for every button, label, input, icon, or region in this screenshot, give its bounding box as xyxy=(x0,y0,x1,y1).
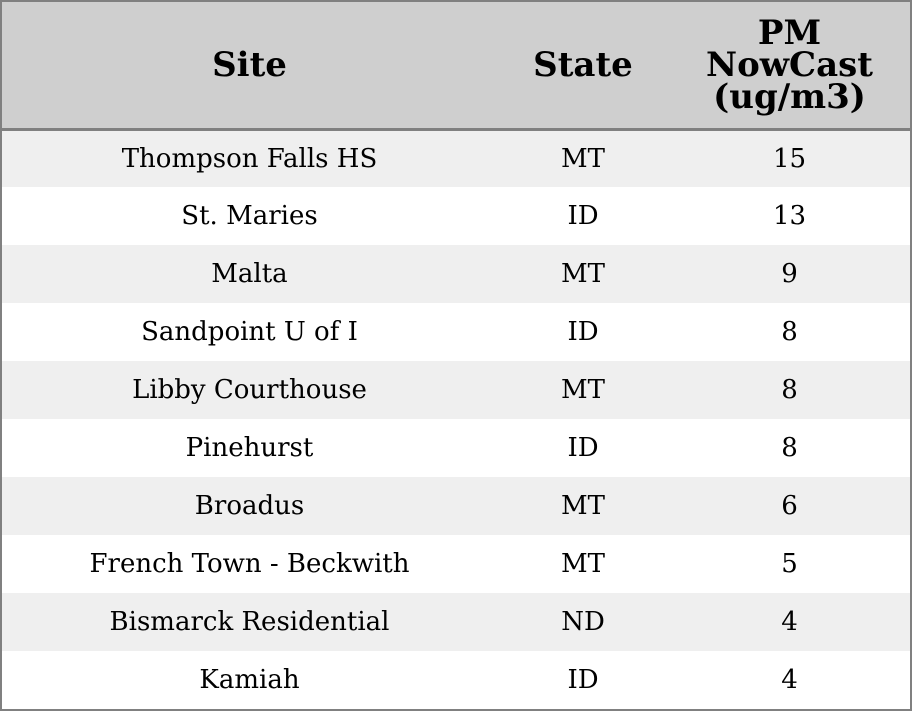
cell-state: MT xyxy=(561,491,605,521)
table-row xyxy=(2,535,910,593)
table-row xyxy=(2,303,910,361)
column-header-state-text: State xyxy=(533,44,633,85)
table-row xyxy=(2,187,910,245)
table-row xyxy=(2,361,910,419)
cell-pm: 8 xyxy=(781,375,798,405)
cell-site: Malta xyxy=(211,259,288,289)
table-row xyxy=(2,593,910,651)
table-row xyxy=(2,651,910,709)
cell-site: Kamiah xyxy=(199,665,300,695)
table-header xyxy=(2,2,910,129)
cell-state: MT xyxy=(561,549,605,579)
cell-site: Pinehurst xyxy=(185,433,314,463)
cell-site: St. Maries xyxy=(181,201,318,231)
table-row xyxy=(2,129,910,187)
cell-pm: 4 xyxy=(781,665,798,695)
cell-state: ID xyxy=(567,317,599,347)
column-header-site-text: Site xyxy=(212,44,287,85)
header-row xyxy=(2,2,910,129)
table-row xyxy=(2,419,910,477)
cell-pm: 6 xyxy=(781,491,798,521)
cell-pm: 4 xyxy=(781,607,798,637)
cell-state: MT xyxy=(561,375,605,405)
table-body xyxy=(2,129,910,709)
cell-pm: 9 xyxy=(781,259,798,289)
cell-pm: 8 xyxy=(781,317,798,347)
cell-pm: 8 xyxy=(781,433,798,463)
cell-state: MT xyxy=(561,143,605,174)
cell-state: ID xyxy=(567,201,599,231)
cell-state: ID xyxy=(567,433,599,463)
cell-pm: 15 xyxy=(772,143,807,174)
column-header-pm xyxy=(669,2,910,129)
cell-pm: 13 xyxy=(772,201,807,231)
column-header-pm-line-3: (ug/m3) xyxy=(713,76,866,117)
cell-site: Broadus xyxy=(194,491,305,521)
table-row xyxy=(2,477,910,535)
column-header-state xyxy=(497,2,669,129)
cell-site: Libby Courthouse xyxy=(132,375,367,405)
cell-state: MT xyxy=(561,259,605,289)
cell-pm: 5 xyxy=(781,549,798,579)
column-header-pm-line-1: PM xyxy=(757,12,822,53)
cell-site: French Town - Beckwith xyxy=(89,549,410,579)
table-row xyxy=(2,245,910,303)
cell-site: Thompson Falls HS xyxy=(121,143,378,174)
cell-site: Bismarck Residential xyxy=(109,607,390,637)
column-header-pm-line-2: NowCast xyxy=(706,44,873,85)
cell-state: ID xyxy=(567,665,599,695)
column-header-site xyxy=(2,2,497,129)
cell-state: ND xyxy=(561,607,605,637)
data-table xyxy=(2,2,910,709)
cell-site: Sandpoint U of I xyxy=(141,317,358,347)
